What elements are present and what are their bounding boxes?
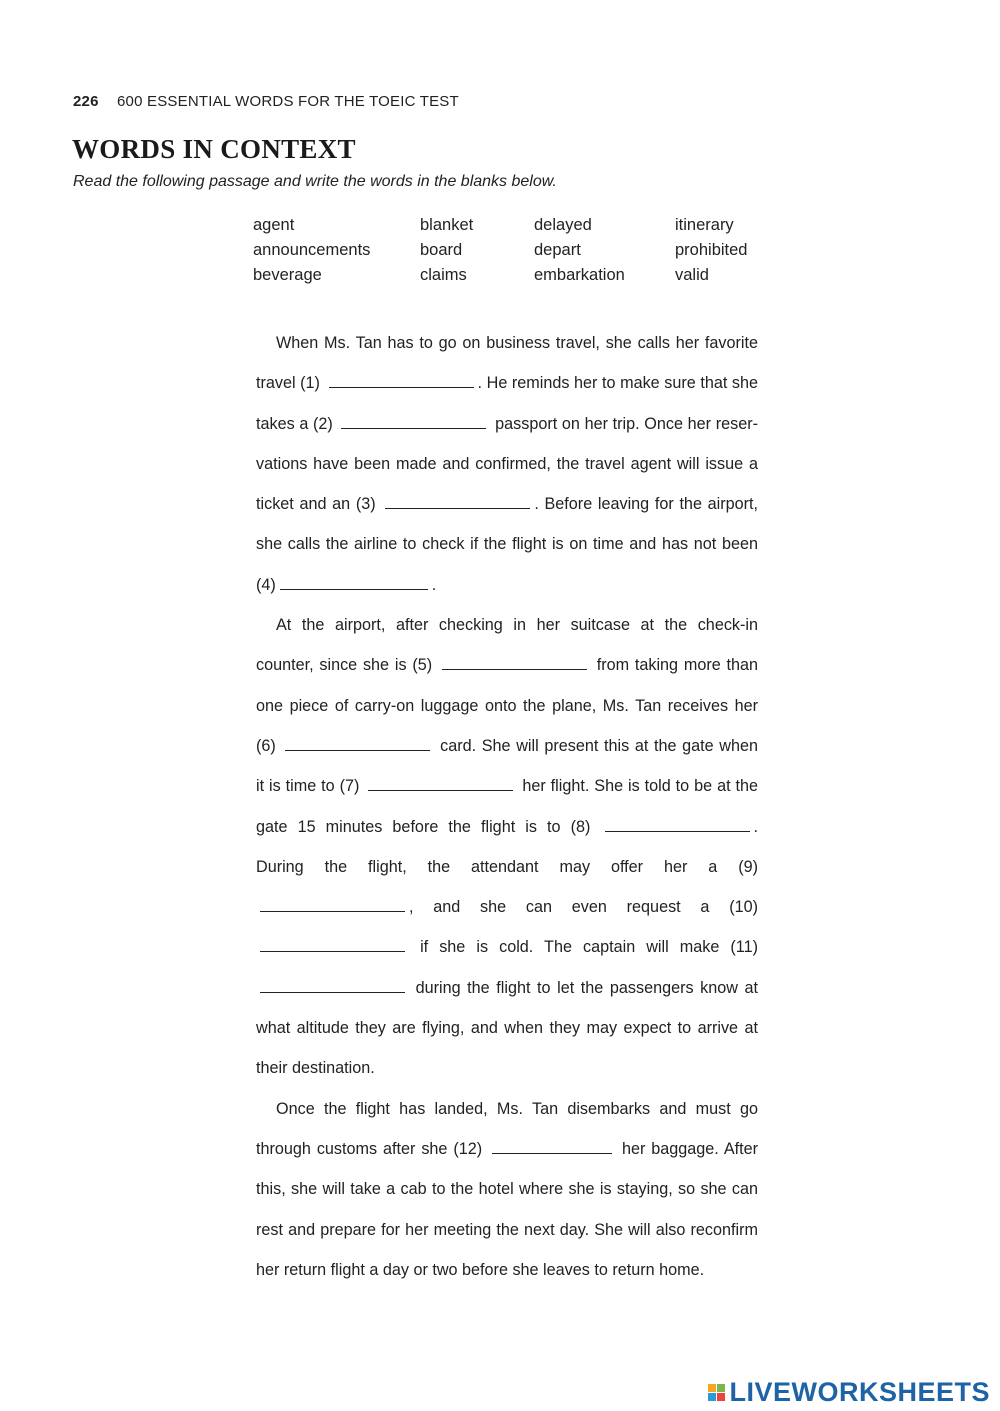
word-bank-word: board: [420, 241, 463, 259]
instructions: Read the following passage and write the words in the blanks below.: [73, 173, 557, 190]
passage-text: , and she can even request a (10): [409, 898, 758, 917]
word-bank-word: announcements: [253, 241, 371, 259]
word-bank: [253, 216, 775, 291]
logo-square: [708, 1384, 716, 1392]
word-bank-row: [253, 266, 775, 291]
word-bank-row: [253, 241, 775, 266]
word-bank-word: valid: [675, 266, 709, 284]
word-bank-row: [253, 216, 775, 241]
logo-square: [717, 1384, 725, 1392]
page-header: [73, 93, 459, 110]
paragraph-1: [256, 323, 758, 605]
liveworksheets-logo-icon: [708, 1384, 725, 1401]
word-bank-word: beverage: [253, 266, 322, 284]
blank-2[interactable]: [341, 414, 486, 429]
book-title: 600 ESSENTIAL WORDS FOR THE TOEIC TEST: [117, 93, 459, 110]
word-bank-word: blanket: [420, 216, 474, 234]
blank-8[interactable]: [605, 817, 750, 832]
passage-text: Once the flight has landed, Ms. Tan disembarks and must go through customs after she (12): [256, 1099, 758, 1158]
liveworksheets-logo: [708, 1377, 990, 1408]
blank-12[interactable]: [492, 1139, 612, 1154]
word-bank-word: prohibited: [675, 241, 748, 259]
word-bank-word: delayed: [534, 216, 592, 234]
passage-text: passport on her trip. Once her reser-vations have been made and confirmed, the travel agent will issue a ticket and an (3): [256, 414, 758, 514]
word-bank-word: agent: [253, 216, 295, 234]
passage-text: her flight. She is told to be at the gate 15 minutes before the flight is to (8): [256, 777, 759, 836]
paragraph-2: [256, 605, 758, 1089]
blank-6[interactable]: [285, 736, 430, 751]
section-title: WORDS IN CONTEXT: [72, 134, 356, 164]
word-bank-word: embarkation: [534, 266, 625, 284]
blank-9[interactable]: [260, 897, 405, 912]
passage-text: . He reminds her to make sure that she takes a (2): [256, 374, 759, 433]
blank-5[interactable]: [442, 655, 587, 670]
word-bank-word: itinerary: [675, 216, 734, 234]
passage-text: At the airport, after checking in her suitcase at the check-in counter, since she is (5): [256, 616, 758, 675]
blank-3[interactable]: [385, 494, 530, 509]
passage-text: . During the flight, the attendant may offer her a (9): [256, 817, 758, 876]
passage-text: .: [431, 575, 437, 594]
passage-text: . Before leaving for the airport, she calls the airline to check if the flight is on time and has not been (4): [256, 495, 759, 594]
passage-text: her baggage. After this, she will take a cab to the hotel where she is staying, so she can rest and prepare for her meeting the next day. She will also reconfirm her return flight a day or two before she leaves to return home.: [256, 1139, 759, 1279]
logo-square: [708, 1393, 716, 1401]
passage-text: card. She will present this at the gate when it is time to (7): [256, 736, 758, 796]
brand-name: LIVEWORKSHEETS: [729, 1377, 990, 1407]
passage: [256, 323, 758, 1290]
blank-11[interactable]: [260, 978, 405, 993]
word-bank-word: depart: [534, 241, 581, 259]
paragraph-3: [256, 1089, 758, 1290]
passage-text: from taking more than one piece of carry-on luggage onto the plane, Ms. Tan receives her (6): [256, 656, 759, 755]
blank-7[interactable]: [368, 776, 513, 791]
page-number: 226: [73, 93, 99, 110]
passage-text: during the flight to let the passengers know at what altitude they are flying, and when they may expect to arrive at their destination.: [256, 978, 759, 1078]
blank-4[interactable]: [280, 575, 428, 590]
blank-10[interactable]: [260, 937, 405, 952]
word-bank-word: claims: [420, 266, 467, 284]
passage-text: if she is cold. The captain will make (11): [420, 938, 758, 957]
passage-text: When Ms. Tan has to go on business travel, she calls her favorite travel (1): [256, 334, 758, 393]
logo-square: [717, 1393, 725, 1401]
blank-1[interactable]: [329, 373, 474, 388]
